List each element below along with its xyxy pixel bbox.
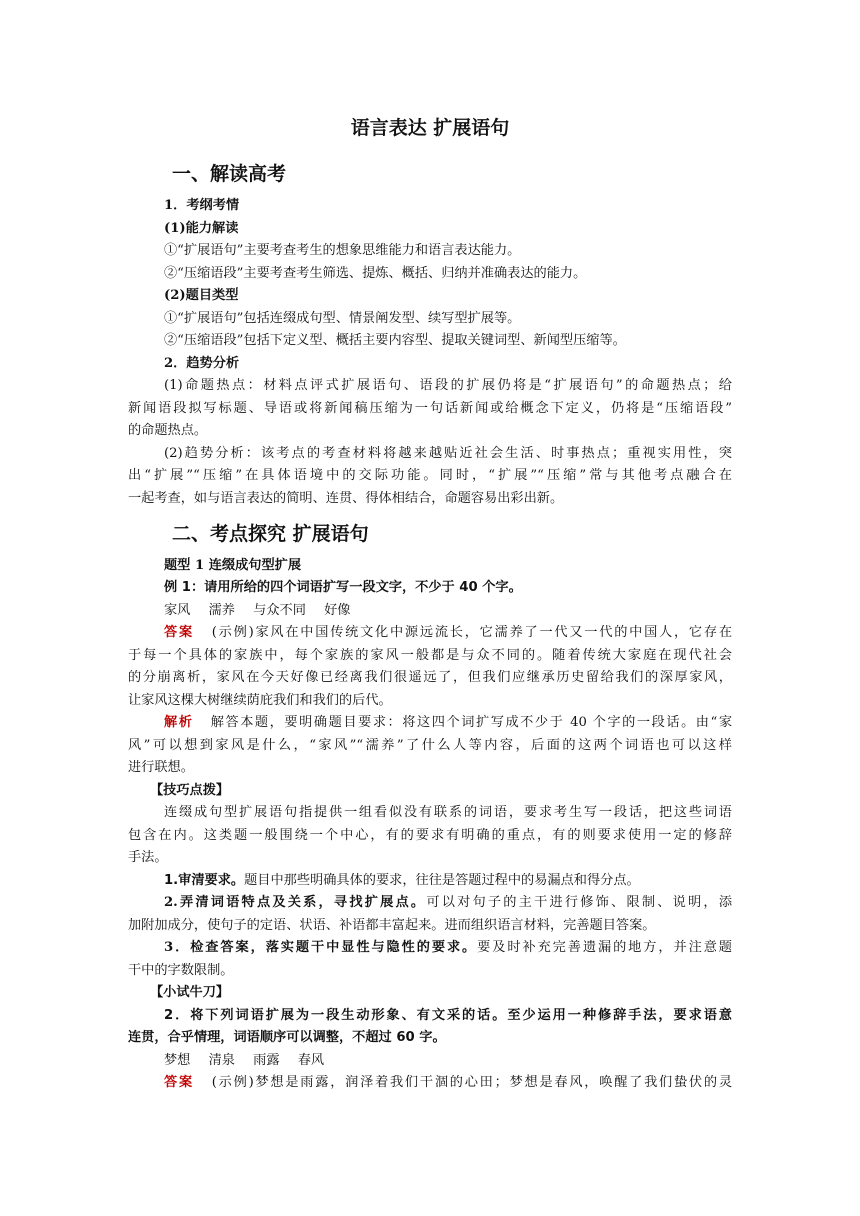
word: 春风	[297, 1053, 325, 1068]
text-line: 于每一个具体的家族中，每个家族的家风一般都是与众不同的。随着传统大家庭在现代社会	[128, 648, 732, 663]
subsection-label: (2)题目类型	[164, 288, 239, 303]
text-line: 新闻语段拟写标题、导语或将新闻稿压缩为一句话新闻或给概念下定义，仍将是“压缩语段”	[128, 401, 732, 416]
word: 雨露	[253, 1053, 280, 1068]
example-question: 例 1：请用所给的四个词语扩写一段文字，不少于 40 个字。	[164, 580, 522, 595]
text-line: 一起考查，如与语言表达的简明、连贯、得体相结合，命题容易出彩出新。	[128, 491, 564, 506]
tip-line: 3．检查答案，落实题干中显性与隐性的要求。要及时补充完善遗漏的地方，并注意题	[164, 940, 732, 955]
tips-heading: 【技巧点拨】	[150, 783, 230, 798]
word: 梦想	[164, 1053, 191, 1068]
section-heading-1: 一、解读高考	[172, 163, 287, 185]
subsection-label: 1．考纲考情	[164, 198, 240, 213]
text-line: 手法。	[128, 850, 168, 865]
practice-heading: 【小试牛刀】	[150, 985, 230, 1000]
text-line: 风”可以想到家风是什么，“家风”“濡养”了什么人等内容，后面的这两个词语也可以这样	[128, 738, 732, 753]
word: 家风	[164, 603, 191, 618]
word: 好像	[324, 603, 351, 618]
text-line: 干中的字数限制。	[128, 963, 234, 978]
answer-line: 答案 (示例)梦想是雨露，润泽着我们干涸的心田；梦想是春风，唤醒了我们蛰伏的灵	[164, 1075, 733, 1090]
word-list	[164, 602, 768, 620]
text-line: (1)命题热点：材料点评式扩展语句、语段的扩展仍将是“扩展语句”的命题热点；给	[164, 378, 732, 393]
section-heading-2: 二、考点探究 扩展语句	[172, 523, 369, 545]
answer-line: 答案 (示例)家风在中国传统文化中源远流长，它濡养了一代又一代的中国人，它存在	[164, 625, 733, 640]
subsection-label: (1)能力解读	[164, 221, 239, 236]
text-line: ②“压缩语段”包括下定义型、概括主要内容型、提取关键词型、新闻型压缩等。	[164, 333, 626, 348]
answer-label: 答案	[164, 625, 194, 640]
word: 濡养	[208, 603, 235, 618]
document-title: 语言表达 扩展语句	[350, 117, 510, 139]
text-line: 的分崩离析，家风在今天好像已经离我们很遥远了，但我们应继承历史留给我们的深厚家风，	[128, 670, 732, 685]
word: 与众不同	[253, 603, 306, 618]
text-line: ①“扩展语句”主要考查考生的想象思维能力和语言表达能力。	[164, 243, 521, 258]
tip-line: 2.弄清词语特点及关系，寻找扩展点。可以对句子的主干进行修饰、限制、说明，添	[164, 895, 733, 910]
analysis-label: 解析	[164, 715, 194, 730]
practice-question: 连贯，合乎情理，词语顺序可以调整，不超过 60 字。	[128, 1030, 446, 1045]
answer-label: 答案	[164, 1075, 194, 1090]
question-type-label: 题型 1 连缀成句型扩展	[164, 558, 302, 573]
subsection-label: 2．趋势分析	[164, 356, 240, 371]
practice-question: 2．将下列词语扩展为一段生动形象、有文采的话。至少运用一种修辞手法，要求语意	[164, 1008, 732, 1023]
text-line: 进行联想。	[128, 760, 194, 775]
text-line: 出“扩展”“压缩”在具体语境中的交际功能。同时，“扩展”“压缩”常与其他考点融合在	[128, 468, 732, 483]
text-line: 加附加成分，使句子的定语、状语、补语都丰富起来。进而组织语言材料，完善题目答案。	[128, 918, 656, 933]
text-line: ①“扩展语句”包括连缀成句型、情景阐发型、续写型扩展等。	[164, 311, 521, 326]
text-line: ②“压缩语段”主要考查考生筛选、提炼、概括、归纳并准确表达的能力。	[164, 266, 587, 281]
word-list	[164, 1052, 768, 1070]
text-line: 让家风这棵大树继续荫庇我们和我们的后代。	[128, 693, 392, 708]
text-line: (2)趋势分析：该考点的考查材料将越来越贴近社会生活、时事热点；重视实用性，突	[164, 446, 732, 461]
text-line: 连缀成句型扩展语句指提供一组看似没有联系的词语，要求考生写一段话，把这些词语	[164, 805, 732, 820]
tip-line: 1.审清要求。题目中那些明确具体的要求，往往是答题过程中的易漏点和得分点。	[164, 873, 640, 888]
word: 清泉	[208, 1053, 235, 1068]
text-line: 的命题热点。	[128, 423, 208, 438]
analysis-line: 解析 解答本题，要明确题目要求：将这四个词扩写成不少于 40 个字的一段话。由“家	[164, 715, 733, 730]
text-line: 包含在内。这类题一般围绕一个中心，有的要求有明确的重点，有的则要求使用一定的修辞	[128, 828, 732, 843]
